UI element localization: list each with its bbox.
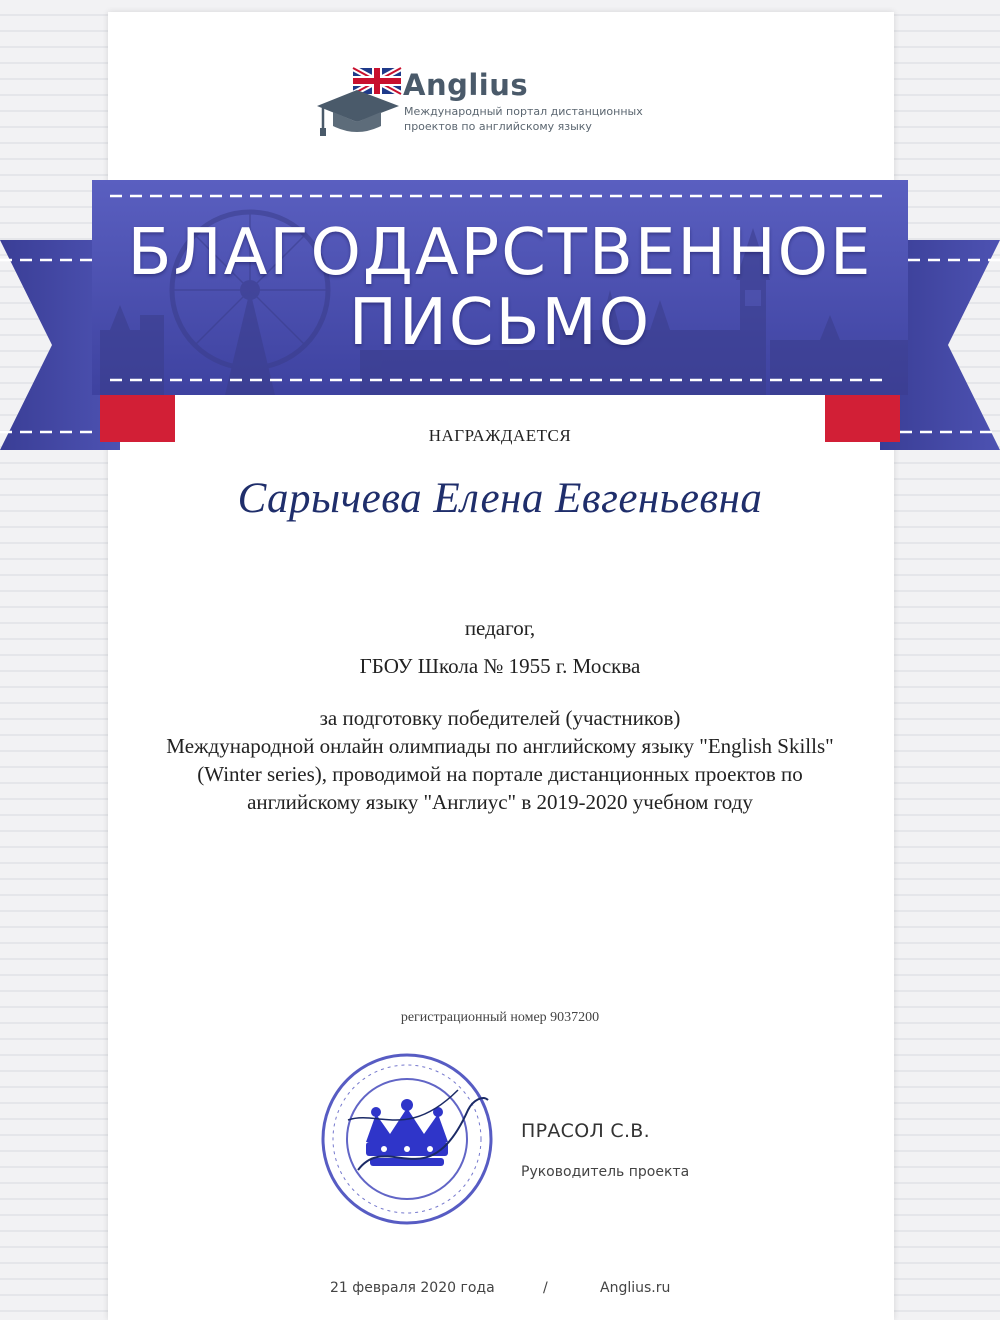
issue-date: 21 февраля 2020 года [330, 1280, 495, 1296]
recipient-role: педагог, [464, 616, 536, 640]
graduation-cap-with-uk-flag-icon [315, 66, 405, 140]
registration-number: регистрационный номер 9037200 [400, 1010, 600, 1025]
awarded-label: НАГРАЖДАЕТСЯ [428, 426, 572, 445]
brand-tagline [404, 104, 654, 134]
footer-separator: / [543, 1280, 548, 1296]
reason-line-1: за подготовку победителей (участников) [319, 706, 681, 730]
reason-line-2: Международной онлайн олимпиады по английскому языку "English Skills" [166, 734, 834, 758]
tagline-line-2: проектов по английскому языку [404, 120, 592, 133]
signer-title: Руководитель проекта [521, 1164, 690, 1180]
certificate-title-line-1: БЛАГОДАРСТВЕННОЕ [127, 216, 873, 290]
anglius-logo [315, 66, 655, 146]
tagline-line-1: Международный портал дистанционных [404, 105, 643, 118]
recipient-name: Сарычева Елена Евгеньевна [237, 475, 763, 522]
reason-line-4: английскому языку "Англиус" в 2019-2020 учебном году [247, 790, 753, 814]
recipient-school: ГБОУ Школа № 1955 г. Москва [359, 654, 641, 678]
brand-name: Anglius [403, 68, 529, 102]
award-reason [0, 704, 1000, 816]
signer-name: ПРАСОЛ С.В. [521, 1120, 650, 1142]
certificate-title-line-2: ПИСЬМО [348, 286, 652, 360]
reason-line-3: (Winter series), проводимой на портале дистанционных проектов по [197, 762, 803, 786]
crown-seal-icon [318, 1050, 496, 1228]
website-link[interactable]: Anglius.ru [600, 1280, 671, 1296]
